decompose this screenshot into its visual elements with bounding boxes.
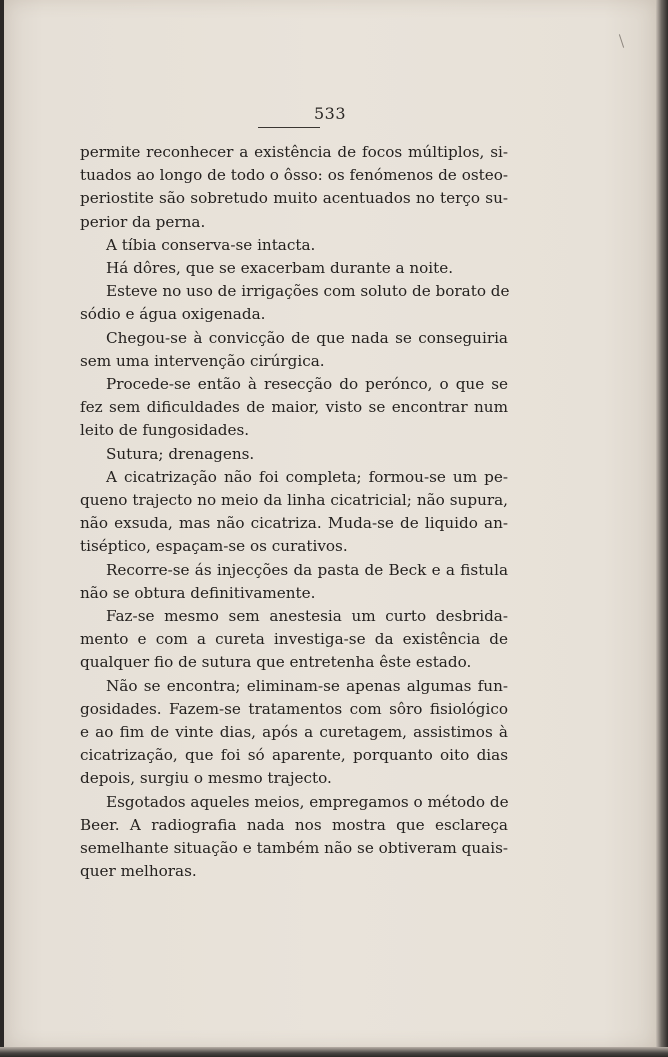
text-line: A tíbia conserva-se intacta. xyxy=(106,235,316,254)
text-line: periostite são sobretudo muito acentuados no terço su- xyxy=(80,189,508,208)
text-line: Esteve no uso de irrigações com soluto de borato de xyxy=(106,282,510,301)
text-line: cicatrização, que foi só aparente, porquanto oito dias xyxy=(80,746,508,765)
text-line: Esgotados aqueles meios, empregamos o método de xyxy=(106,792,509,811)
text-line: perior da perna. xyxy=(80,212,206,231)
text-line: permite reconhecer a existência de focos múltiplos, si- xyxy=(80,143,508,161)
text-line: não se obtura definitivamente. xyxy=(80,583,316,602)
text-line: Chegou-se à convicção de que nada se conseguiria xyxy=(106,328,508,347)
text-line: Procede-se então à resecção do perónco, o que se xyxy=(106,375,508,394)
text-line: A cicatrização não foi completa; formou-se um pe- xyxy=(106,467,508,486)
text-line: tiséptico, espaçam-se os curativos. xyxy=(80,537,348,556)
body-text xyxy=(80,141,508,884)
text-line: gosidades. Fazem-se tratamentos com sôro fisiológico xyxy=(80,699,508,718)
text-line: queno trajecto no meio da linha cicatricial; não supura, xyxy=(80,491,508,510)
page-number: 533 xyxy=(313,104,347,123)
text-line: quer melhoras. xyxy=(80,862,197,881)
text-line: fez sem dificuldades de maior, visto se encontrar num xyxy=(80,398,508,417)
text-line: Há dôres, que se exacerbam durante a noite. xyxy=(106,259,454,278)
text-line: tuados ao longo de todo o ôsso: os fenómenos de osteo- xyxy=(80,166,508,185)
text-line: semelhante situação e também não se obtiveram quais- xyxy=(80,839,508,858)
text-line: sódio e água oxigenada. xyxy=(80,305,266,324)
book-page xyxy=(4,0,656,1048)
text-line: Recorre-se ás injecções da pasta de Beck e a fistula xyxy=(106,560,508,579)
page-number-rule xyxy=(258,127,320,128)
page-edge-bottom xyxy=(0,1047,668,1057)
text-line: e ao fim de vinte dias, após a curetagem, assistimos à xyxy=(80,723,508,742)
text-line: mento e com a cureta investiga-se da existência de xyxy=(80,630,508,649)
text-line: Sutura; drenagens. xyxy=(106,444,255,463)
text-line: Beer. A radiografia nada nos mostra que esclareça xyxy=(80,815,508,834)
text-line: Não se encontra; eliminam-se apenas algumas fun- xyxy=(106,676,508,695)
text-line: Faz-se mesmo sem anestesia um curto desbrida- xyxy=(106,607,508,626)
text-line: depois, surgiu o mesmo trajecto. xyxy=(80,769,332,788)
page-edge-right xyxy=(656,0,668,1057)
pencil-mark xyxy=(619,34,624,48)
text-line: qualquer fio de sutura que entretenha êste estado. xyxy=(80,653,472,672)
text-line: sem uma intervenção cirúrgica. xyxy=(80,351,325,370)
text-line: não exsuda, mas não cicatriza. Muda-se de liquido an- xyxy=(80,514,508,533)
text-line: leito de fungosidades. xyxy=(80,421,250,440)
